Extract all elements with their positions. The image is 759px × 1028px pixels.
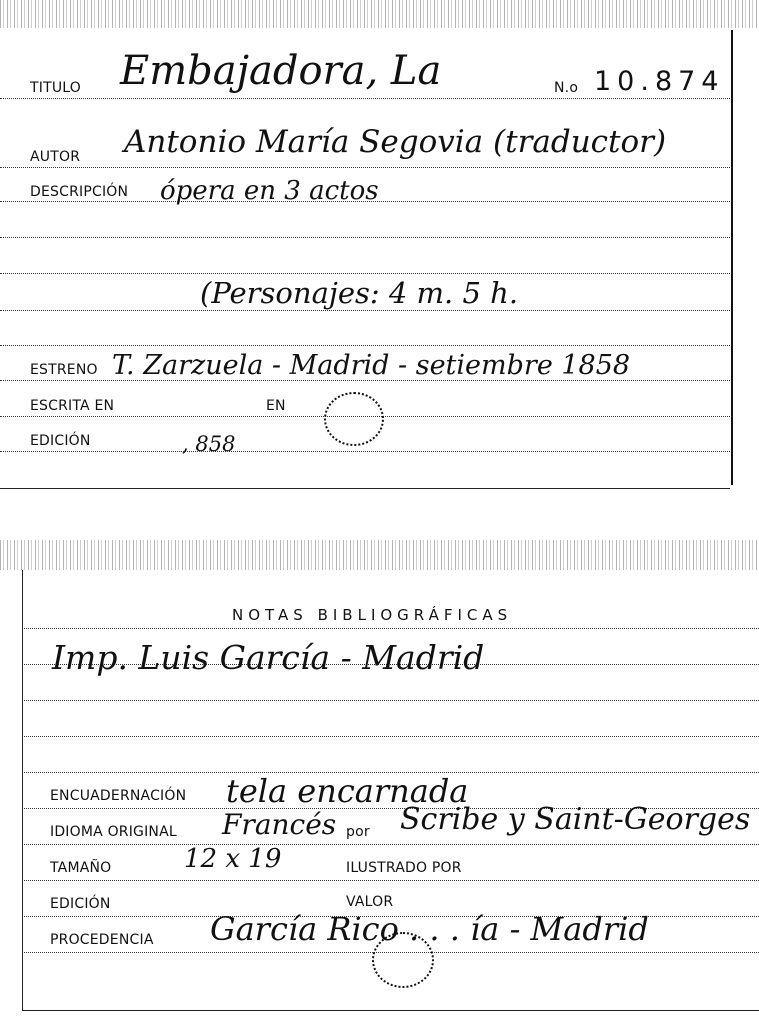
procedencia-value: García Rico . . . ía - Madrid <box>210 910 649 948</box>
titulo-label: TITULO <box>30 80 81 96</box>
encuadernacion-value: tela encarnada <box>226 772 469 810</box>
numero-value: 10.874 <box>594 66 725 97</box>
estreno-label: ESTRENO <box>30 362 98 378</box>
idioma-label: IDIOMA ORIGINAL <box>50 824 177 840</box>
descripcion-value: ópera en 3 actos <box>160 176 379 206</box>
ilustrado-por-label: ILUSTRADO POR <box>346 860 462 876</box>
rule-line <box>22 880 759 881</box>
rule-line <box>22 628 759 629</box>
rule-line <box>0 345 732 346</box>
en-label: EN <box>266 398 286 414</box>
scan-noise-top <box>0 0 759 28</box>
rule-line <box>0 98 732 99</box>
por-label: por <box>346 824 370 840</box>
tamano-value: 12 x 19 <box>184 844 282 874</box>
stamp-mark <box>324 392 384 446</box>
encuadernacion-label: ENCUADERNACIÓN <box>50 788 187 804</box>
notas-heading: NOTAS BIBLIOGRÁFICAS <box>232 606 513 624</box>
edicion-label: EDICIÓN <box>30 433 91 449</box>
edicion-value: , 858 <box>182 432 236 456</box>
catalog-card-front <box>0 0 759 495</box>
procedencia-label: PROCEDENCIA <box>50 932 154 948</box>
personajes-note: (Personajes: 4 m. 5 h. <box>200 276 519 310</box>
descripcion-label: DESCRIPCIÓN <box>30 184 129 200</box>
notas-value: Imp. Luis García - Madrid <box>52 638 485 677</box>
rule-line <box>0 237 732 238</box>
card-bottom-edge <box>0 488 730 489</box>
estreno-value: T. Zarzuela - Madrid - setiembre 1858 <box>112 350 631 381</box>
por-value: Scribe y Saint-Georges <box>400 802 751 837</box>
escrita-en-label: ESCRITA EN <box>30 398 115 414</box>
autor-value: Antonio María Segovia (traductor) <box>124 124 667 160</box>
rule-line <box>0 451 732 452</box>
catalog-card-back <box>0 540 759 1028</box>
stamp-mark <box>372 932 434 988</box>
titulo-value: Embajadora, La <box>120 48 442 94</box>
rule-line <box>0 273 732 274</box>
card-bottom-edge <box>22 1010 759 1011</box>
edicion-back-label: EDICIÓN <box>50 896 111 912</box>
rule-line <box>0 167 732 168</box>
card-left-edge <box>22 570 23 1010</box>
autor-label: AUTOR <box>30 149 81 165</box>
rule-line <box>22 844 759 845</box>
numero-label: N.o <box>554 80 579 96</box>
idioma-value: Francés <box>222 808 337 841</box>
scan-noise-top <box>0 540 759 570</box>
rule-line <box>22 736 759 737</box>
valor-label: VALOR <box>346 894 394 910</box>
rule-line <box>22 700 759 701</box>
rule-line <box>0 310 732 311</box>
tamano-label: TAMAÑO <box>50 860 112 876</box>
